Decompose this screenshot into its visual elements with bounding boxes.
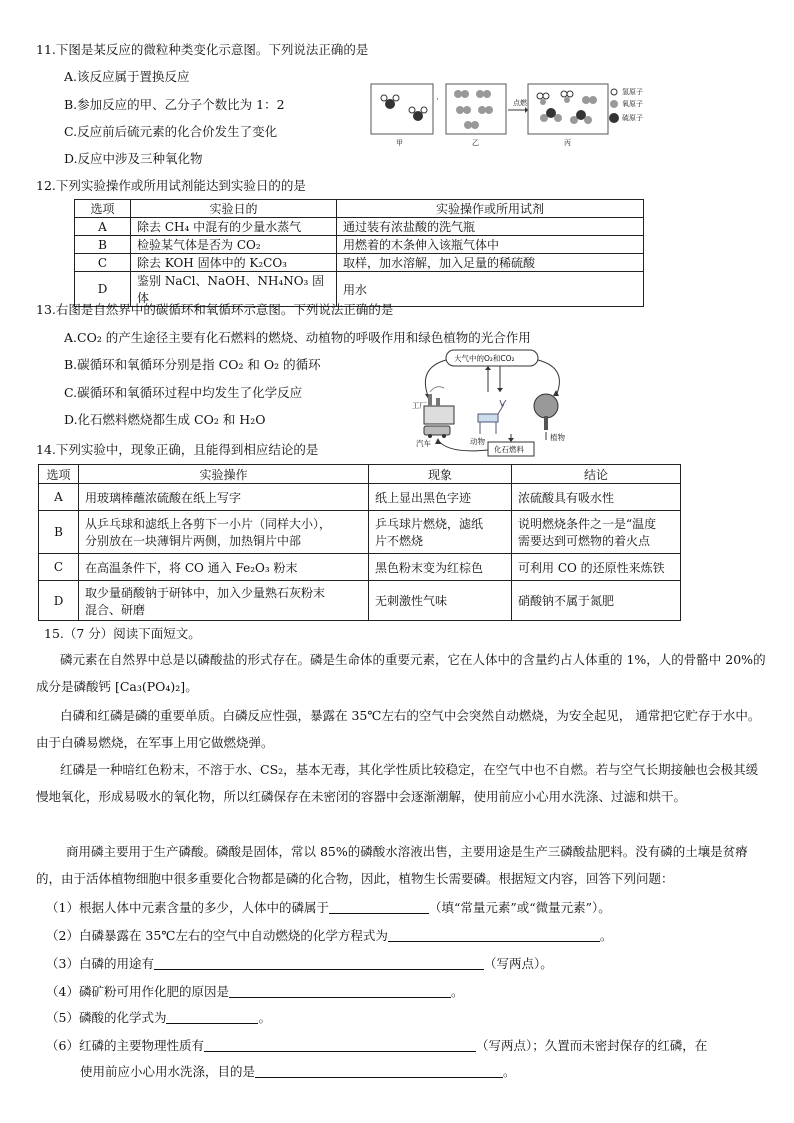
q11-stem: 11.下图是某反应的微粒种类变化示意图。下列说法正确的是 (36, 42, 369, 57)
q15-paragraph-3: 红磷是一种暗红色粉末，不溶于水、CS₂，基本无毒，其化学性质比较稳定，在空气中也不自燃。若与空气长期接触也会极其缓慢地氧化，形成易吸水的氧化物，所以红磷保存在未密闭的容器中会逐渐潮解，使用前应小心用水洗涤、过滤和烘干。 (36, 762, 759, 804)
question-number: （5） (46, 1010, 79, 1025)
q14-cell (79, 484, 369, 511)
q14-line: 从乒乓球和滤纸上各剪下一小片（同样大小）， (85, 517, 332, 531)
q14-cell (512, 511, 681, 554)
q12-cell: D (75, 272, 131, 307)
q14-cell (369, 511, 512, 554)
question-number: （1） (46, 900, 79, 915)
q13-option-a: A.CO₂ 的产生途径主要有化石燃料的燃烧、动植物的呼吸作用和绿色植物的光合作用 (64, 330, 531, 345)
answer-blank-3[interactable] (154, 956, 484, 970)
q14-stem: 14.下列实验中，现象正确，且能得到相应结论的是 (36, 442, 319, 457)
q14-line: 可利用 CO 的还原性来炼铁 (518, 560, 665, 575)
answer-blank-5[interactable] (166, 1010, 258, 1024)
question-text: 白磷暴露在 35℃左右的空气中自动燃烧的化学方程式为 (78, 928, 388, 943)
q14-cell (512, 581, 681, 621)
q13-cycle-figure (408, 348, 578, 460)
question-text: 。 (258, 1010, 271, 1025)
q11-option-d: D.反应中涉及三种氧化物 (64, 151, 203, 166)
q15-paragraph-2: 白磷和红磷是磷的重要单质。白磷反应性强，暴露在 35℃左右的空气中会突然自动燃烧，为安全起见， 通常把它贮存于水中。由于白磷易燃烧，在军事上用它做燃烧弹。 (36, 708, 761, 750)
question-text: （写两点）。 (483, 956, 553, 971)
q12-cell: A (75, 218, 131, 236)
question-number: （2） (46, 928, 79, 943)
q15-question-4 (46, 982, 463, 1000)
q12-cell: C (75, 254, 131, 272)
q14-line: 取少量硝酸钠于研钵中，加入少量熟石灰粉末 (85, 585, 326, 600)
question-text: 。 (503, 1064, 516, 1079)
q12-header-option: 选项 (75, 200, 131, 218)
q12-cell: 鉴别 NaCl、NaOH、NH₄NO₃ 固体 (131, 272, 337, 307)
q14-line: 无刺激性气味 (375, 594, 448, 608)
q14-line: 硝酸钠不属于氮肥 (518, 594, 615, 608)
table-row (75, 254, 644, 272)
q13-atmosphere-label: 大气中的O₂和CO₂ (454, 354, 515, 363)
q13-fossil-label: 化石燃料 (494, 445, 524, 454)
q14-line: 浓硫酸具有吸水性 (518, 490, 615, 505)
q12-cell: B (75, 236, 131, 254)
q14-cell (79, 511, 369, 554)
q12-cell: 用燃着的木条伸入该瓶气体中 (337, 236, 644, 254)
q14-header-phenomenon: 现象 (369, 465, 512, 484)
q14-cell: D (39, 581, 79, 621)
q14-line: 说明燃烧条件之一是“温度 (518, 517, 657, 531)
q11-legend-oxygen: 氧原子 (622, 100, 643, 108)
table-row (39, 554, 681, 581)
q14-cell (369, 484, 512, 511)
question-text: 。 (599, 928, 613, 943)
q14-table (38, 464, 681, 621)
q14-cell (512, 554, 681, 581)
q15-question-1 (46, 898, 611, 916)
question-number: （4） (46, 984, 79, 999)
question-text: 。 (450, 984, 464, 999)
q14-cell (369, 581, 512, 621)
question-text: （填“常量元素”或“微量元素”）。 (428, 900, 611, 915)
q15-paragraph-1: 磷元素在自然界中总是以磷酸盐的形式存在。磷是生命体的重要元素，它在人体中的含量约占人体重的 1%，人的骨骼中 20%的成分是磷酸钙 [Ca₃(PO₄)₂]。 (36, 652, 766, 694)
question-number: （3） (46, 956, 79, 971)
q15-question-5 (46, 1008, 271, 1026)
q14-header-option: 选项 (39, 465, 79, 484)
q14-line: 需要达到可燃物的着火点 (518, 534, 651, 548)
q14-line: 纸上显出黑色字迹 (375, 490, 472, 505)
q14-cell (512, 484, 681, 511)
q13-option-c: C.碳循环和氧循环过程中均发生了化学反应 (64, 385, 303, 400)
q13-stem: 13.右图是自然界中的碳循环和氧循环示意图。下列说法正确的是 (36, 302, 394, 317)
q14-line: 黑色粉末变为红棕色 (375, 560, 484, 575)
question-text: 磷酸的化学式为 (78, 1010, 167, 1025)
q15-question-6 (46, 1036, 707, 1054)
q15-question-2 (46, 926, 612, 944)
q14-line: 分别放在一块薄铜片两侧，加热铜片中部 (85, 534, 302, 548)
q12-stem: 12.下列实验操作或所用试剂能达到实验日的的是 (36, 178, 306, 193)
q11-label-yi: 乙 (472, 139, 479, 147)
q14-cell (369, 554, 512, 581)
q11-reaction-figure (368, 80, 668, 148)
q11-legend-sulfur: 硫原子 (622, 114, 643, 122)
q11-option-b: B.参加反应的甲、乙分子个数比为 1：2 (64, 97, 285, 112)
question-text: （写两点）；久置而未密封保存的红磷，在 (475, 1038, 708, 1053)
table-row (39, 511, 681, 554)
q12-header-operation: 实验操作或所用试剂 (337, 200, 644, 218)
q14-cell (79, 581, 369, 621)
table-row (39, 581, 681, 621)
q11-option-a: A.该反应属于置换反应 (64, 69, 190, 84)
q12-table (74, 199, 644, 307)
q15-question-3 (46, 954, 553, 972)
q13-animal-label: 动物 (470, 437, 485, 446)
q13-plant-label: 植物 (550, 433, 565, 442)
q12-cell: 通过装有浓盐酸的洗气瓶 (337, 218, 644, 236)
q13-factory-label: 工厂 (412, 401, 427, 410)
q14-cell: A (39, 484, 79, 511)
q14-line: 乒乓球片燃烧，滤纸 (375, 517, 484, 531)
q15-question-6-continued (80, 1062, 516, 1080)
q11-arrow-label: 点燃 (513, 99, 527, 107)
q15-stem: 15.（7 分）阅读下面短文。 (44, 626, 201, 641)
answer-blank-4[interactable] (229, 984, 451, 998)
q14-header-conclusion: 结论 (512, 465, 681, 484)
q11-legend-hydrogen: 氢原子 (622, 88, 643, 96)
q14-cell (79, 554, 369, 581)
answer-blank-6[interactable] (204, 1038, 476, 1052)
table-row (39, 484, 681, 511)
answer-blank-7[interactable] (255, 1064, 503, 1078)
q13-option-d: D.化石燃料燃烧都生成 CO₂ 和 H₂O (64, 412, 266, 427)
q12-cell: 除去 KOH 固体中的 K₂CO₃ (131, 254, 337, 272)
answer-blank-1[interactable] (329, 900, 429, 914)
question-text: 白磷的用途有 (78, 956, 154, 971)
q14-line: 用玻璃棒蘸浓硫酸在纸上写字 (85, 490, 242, 505)
q14-line: 在高温条件下，将 CO 通入 Fe₂O₃ 粉末 (85, 560, 298, 575)
question-text: 红磷的主要物理性质有 (78, 1038, 204, 1053)
q12-cell: 取样，加水溶解，加入足量的稀硫酸 (337, 254, 644, 272)
q14-line: 片不燃烧 (375, 534, 424, 548)
q13-car-label: 汽车 (416, 439, 431, 448)
q11-label-jia: 甲 (396, 139, 403, 147)
question-text: 使用前应小心用水洗涤，目的是 (80, 1064, 256, 1079)
q14-cell: C (39, 554, 79, 581)
question-text: 根据人体中元素含量的多少，人体中的磷属于 (78, 900, 329, 915)
q14-header-operation: 实验操作 (79, 465, 369, 484)
svg-text:·: · (436, 95, 439, 105)
question-text: 磷矿粉可用作化肥的原因是 (78, 984, 229, 999)
q11-label-bing: 丙 (564, 139, 571, 147)
q11-option-c: C.反应前后硫元素的化合价发生了变化 (64, 124, 278, 139)
q13-option-b: B.碳循环和氧循环分别是指 CO₂ 和 O₂ 的循环 (64, 357, 321, 372)
table-row (75, 236, 644, 254)
q12-cell: 检验某气体是否为 CO₂ (131, 236, 337, 254)
q14-line: 混合、研磨 (85, 602, 146, 617)
q15-paragraph-4: 商用磷主要用于生产磷酸。磷酸是固体，常以 85%的磷酸水溶液出售，主要用途是生产三磷酸盐肥料。没有磷的土壤是贫瘠的，由于活体植物细胞中很多重要化合物都是磷的化合物，因此，植物生长需要磷。根据短文内容，回答下列问题： (36, 844, 748, 886)
question-number: （6） (46, 1038, 79, 1053)
q14-cell: B (39, 511, 79, 554)
q12-cell: 用水 (337, 272, 644, 307)
q12-cell: 除去 CH₄ 中混有的少量水蒸气 (131, 218, 337, 236)
table-row (75, 218, 644, 236)
q12-header-purpose: 实验日的 (131, 200, 337, 218)
answer-blank-2[interactable] (388, 928, 600, 942)
